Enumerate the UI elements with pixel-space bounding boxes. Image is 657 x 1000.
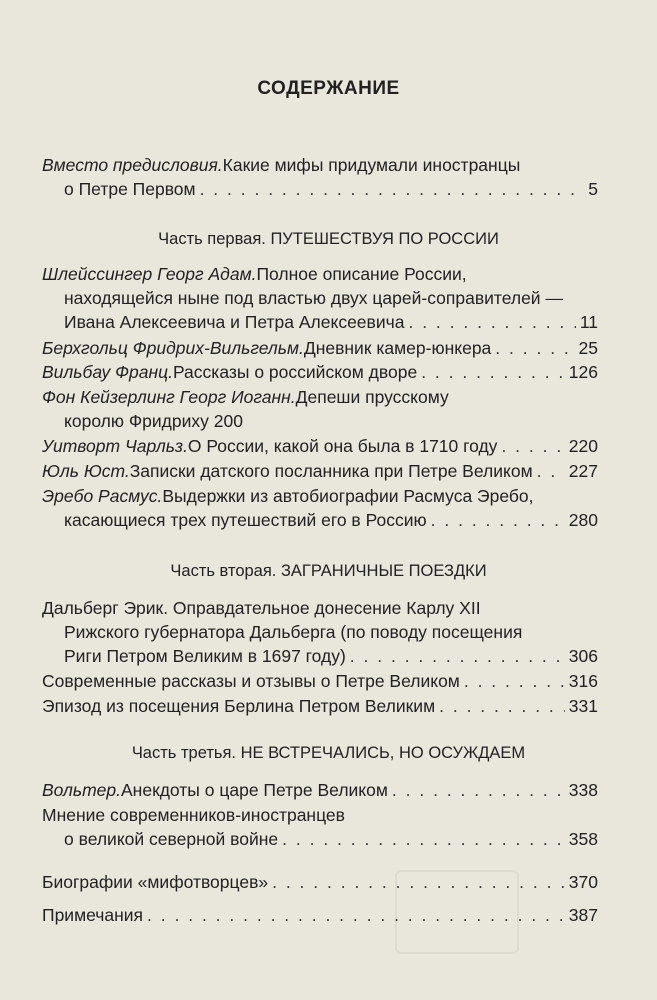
toc-entry[interactable] <box>42 336 598 360</box>
entry-author: Вильбау Франц. <box>42 362 173 382</box>
toc-entry[interactable] <box>42 385 598 433</box>
entry-text: Дневник камер-юнкера <box>303 338 492 358</box>
entry-text: Риги Петром Великим в 1697 году) <box>64 646 346 666</box>
entry-author: Шлейссингер Георг Адам. <box>42 264 257 284</box>
dot-leader <box>392 778 565 802</box>
toc-entry[interactable] <box>42 459 598 483</box>
page-number: 280 <box>568 510 598 530</box>
entry-author: Фон Кейзерлинг Георг Иоганн. <box>42 387 296 407</box>
page-number: 220 <box>568 436 598 456</box>
dot-leader <box>408 310 575 334</box>
entry-text: Записки датского посланника при Петре Великом <box>129 461 533 481</box>
toc-entry[interactable] <box>42 484 598 532</box>
page-number: 358 <box>568 829 598 849</box>
part-heading-3: Часть третья. НЕ ВСТРЕЧАЛИСЬ, НО ОСУЖДАЕМ <box>131 744 526 762</box>
entry-text: Рижского губернатора Дальберга (по поводу посещения <box>64 622 523 642</box>
entry-text: Ивана Алексеевича и Петра Алексеевича <box>64 312 405 332</box>
entry-author: Юль Юст. <box>42 461 130 481</box>
entry-text: Выдержки из автобиографии Расмуса Эребо, <box>162 486 534 506</box>
entry-text: Мнение современников-иностранцев <box>42 805 345 825</box>
dot-leader <box>439 694 565 718</box>
entry-text: Какие мифы придумали иностранцы <box>222 155 521 175</box>
entry-author: Вместо предисловия. <box>42 155 223 175</box>
dot-leader <box>501 434 564 458</box>
page-number: 387 <box>568 905 598 925</box>
page-number: 11 <box>579 312 598 332</box>
dot-leader <box>537 459 565 483</box>
dot-leader <box>272 870 565 894</box>
toc-entry[interactable] <box>42 803 598 851</box>
entry-text: о великой северной войне <box>64 829 279 849</box>
toc-entry[interactable] <box>42 153 598 201</box>
dot-leader <box>431 508 565 532</box>
entry-text: касающиеся трех путешествий его в Россию <box>64 510 427 530</box>
dot-leader <box>282 827 565 851</box>
entry-text: находящейся ныне под властью двух царей-соправителей — <box>64 288 563 308</box>
entry-author: Вольтер. <box>42 780 121 800</box>
entry-text: Полное описание России, <box>256 264 467 284</box>
entry-author: Уитворт Чарльз. <box>42 436 188 456</box>
toc-entry[interactable] <box>42 903 598 927</box>
entry-text: королю Фридриху 200 <box>64 411 243 431</box>
toc-entry[interactable] <box>42 669 598 693</box>
page-number: 25 <box>578 338 598 358</box>
dot-leader <box>147 903 565 927</box>
dot-leader <box>464 669 565 693</box>
entry-author: Берхгольц Фридрих-Вильгельм. <box>42 338 304 358</box>
entry-text: Современные рассказы и отзывы о Петре Великом <box>42 671 460 691</box>
page-number: 306 <box>568 646 598 666</box>
page-number: 370 <box>568 872 598 892</box>
toc-entry[interactable] <box>42 694 598 718</box>
toc-entry[interactable] <box>42 778 598 802</box>
dot-leader <box>421 360 565 384</box>
toc-entry[interactable] <box>42 870 598 894</box>
page-number: 5 <box>588 179 598 199</box>
dot-leader <box>495 336 574 360</box>
page-number: 338 <box>568 780 598 800</box>
entry-text: Депеши прусскому <box>295 387 449 407</box>
dot-leader <box>200 177 585 201</box>
entry-text: Анекдоты о царе Петре Великом <box>121 780 388 800</box>
part-heading-2: Часть вторая. ЗАГРАНИЧНЫЕ ПОЕЗДКИ <box>170 562 487 580</box>
toc-entry[interactable] <box>42 360 598 384</box>
toc-entry[interactable] <box>42 262 598 334</box>
page-number: 227 <box>568 461 598 481</box>
entry-text: О России, какой она была в 1710 году <box>187 436 498 456</box>
entry-text: Биографии «мифотворцев» <box>42 872 269 892</box>
page-number: 126 <box>568 362 598 382</box>
page-title: СОДЕРЖАНИЕ <box>257 78 400 99</box>
entry-text: Дальберг Эрик. Оправдательное донесение Карлу XII <box>42 598 481 618</box>
toc-entry[interactable] <box>42 434 598 458</box>
part-heading-1: Часть первая. ПУТЕШЕСТВУЯ ПО РОССИИ <box>158 230 499 248</box>
entry-text: Эпизод из посещения Берлина Петром Великим <box>42 696 436 716</box>
dot-leader <box>350 644 565 668</box>
page-number: 331 <box>568 696 598 716</box>
page-number: 316 <box>568 671 598 691</box>
entry-text: о Петре Первом <box>64 179 196 199</box>
entry-text: Рассказы о российском дворе <box>172 362 418 382</box>
entry-author: Эребо Расмус. <box>42 486 163 506</box>
toc-entry[interactable] <box>42 596 598 668</box>
entry-text: Примечания <box>42 905 144 925</box>
